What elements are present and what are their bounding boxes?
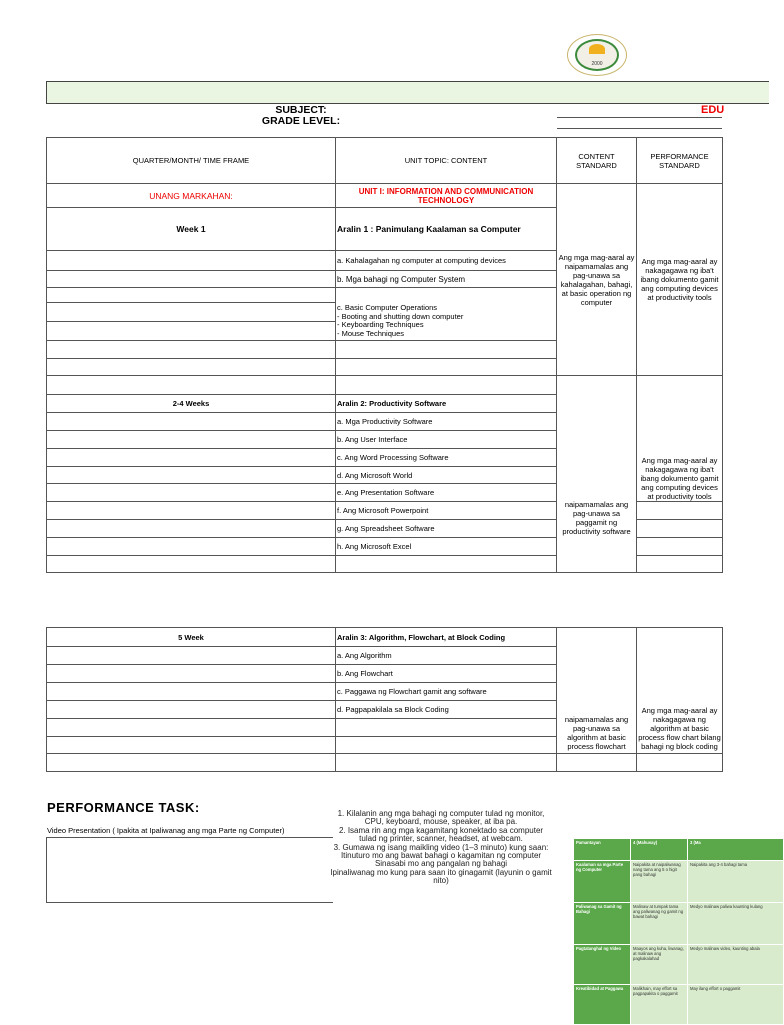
grade-value-line	[557, 128, 722, 129]
topic-item: h. Ang Microsoft Excel	[336, 538, 557, 556]
header-time-frame: QUARTER/MONTH/ TIME FRAME	[47, 138, 336, 184]
task-instructions	[330, 810, 552, 886]
rubric-header: Pamantayan	[574, 839, 631, 861]
topic-item-basic-operations	[336, 288, 557, 341]
instruction-line: Ipinaliwanag mo kung para saan ito ginagamit (layunin o gamit nito)	[330, 867, 552, 886]
rubric-header-row	[574, 839, 784, 861]
seal-emblem	[575, 39, 619, 71]
header-unit-topic: UNIT TOPIC: CONTENT	[336, 138, 557, 184]
topic-item: a. Kahalagahan ng computer at computing devices	[336, 251, 557, 271]
curriculum-table-q1	[46, 137, 723, 573]
seal-year: 2000	[591, 61, 603, 67]
rubric-row	[574, 903, 784, 945]
rubric-criterion: Kaalaman sa mga Parte ng Computer	[574, 861, 631, 903]
aralin-2-title: Aralin 2: Productivity Software	[336, 395, 557, 413]
rubric-cell: Medyo malinaw video, kaunting abala	[688, 945, 784, 985]
rubric-table	[573, 838, 763, 1024]
topic-item: c. Paggawa ng Flowchart gamit ang software	[336, 683, 557, 701]
rubric-cell: Maayos ang kuha, liwanag, at malinaw ang pagkakalahad	[631, 945, 688, 985]
video-task-box	[46, 837, 333, 903]
table-header-row	[47, 138, 723, 184]
rubric-row	[574, 945, 784, 985]
week-5-label: 5 Week	[47, 628, 336, 647]
topic-item: a. Ang Algorithm	[336, 647, 557, 665]
weeks-2-4-label: 2-4 Weeks	[47, 395, 336, 413]
performance-standard-1: Ang mga mag-aaral ay nakagagawa ng iba't ibang dokumento gamit ang computing devices at productivity tools	[637, 184, 723, 376]
rubric-cell: Naipakita ang 3-4 bahagi tama	[688, 861, 784, 903]
topic-item: f. Ang Microsoft Powerpoint	[336, 502, 557, 520]
performance-standard-2: Ang mga mag-aaral ay nakagagawa ng iba't ibang dokumento gamit ang computing devices at productivity tools	[637, 376, 723, 502]
topic-item: a. Mga Productivity Software	[336, 413, 557, 431]
topic-item: d. Pagpapakilala sa Block Coding	[336, 701, 557, 719]
instruction-line: 2. Isama rin ang mga kagamitang konektado sa computer tulad ng printer, scanner, headset, at webcam.	[338, 825, 544, 844]
aralin-3-title: Aralin 3: Algorithm, Flowchart, at Block Coding	[336, 628, 557, 647]
rubric-cell: Malinaw at tumpak tama ang paliwanag ng gamit ng bawat bahagi	[631, 903, 688, 945]
rubric-cell: Naipakita at naipaliwanag nang tama ang 5 o higit pang bahagi	[631, 861, 688, 903]
rubric-criterion: Paliwanag sa Gamit ng Bahagi	[574, 903, 631, 945]
quarter-label: UNANG MARKAHAN:	[47, 184, 336, 208]
performance-task-title: PERFORMANCE TASK:	[47, 800, 200, 815]
topic-item: e. Ang Presentation Software	[336, 484, 557, 502]
table-row	[47, 628, 723, 647]
content-standard-1: Ang mga mag-aaral ay naipamamalas ang pag-unawa sa kahalagahan, bahagi, at basic operation ng computer	[557, 184, 637, 376]
rubric-cell: Medyo malinaw paliwa kaunting kulang	[688, 903, 784, 945]
aralin-1-title: Aralin 1 : Panimulang Kaalaman sa Computer	[336, 208, 557, 251]
week-1-label: Week 1	[47, 208, 336, 251]
topic-subitem: - Mouse Techniques	[337, 328, 404, 338]
rubric-cell: May ilang effort o paggamit	[688, 985, 784, 1025]
topic-item: d. Ang Microsoft World	[336, 467, 557, 484]
topic-item: b. Ang User Interface	[336, 431, 557, 449]
topic-item: c. Ang Word Processing Software	[336, 449, 557, 467]
instruction-line: 1. Kilalanin ang mga bahagi ng computer tulad ng monitor, CPU, keyboard, mouse, speaker, at iba pa.	[337, 809, 545, 827]
instruction-line: Sinasabi mo ang pangalan ng bahagi	[374, 859, 508, 869]
video-presentation-label: Video Presentation ( Ipakita at Ipaliwanag ang mga Parte ng Computer)	[47, 826, 285, 835]
school-seal	[567, 34, 627, 76]
grade-level-label: GRADE LEVEL:	[261, 115, 341, 127]
curriculum-table-week5	[46, 627, 723, 772]
header-performance-standard: PERFORMANCE STANDARD	[637, 138, 723, 184]
rubric-header: 3 (Ma	[688, 839, 784, 861]
unit-title: UNIT I: INFORMATION AND COMMUNICATION TECHNOLOGY	[336, 184, 557, 208]
table-row	[47, 184, 723, 208]
rubric-row	[574, 861, 784, 903]
content-standard-2: naipamamalas ang pag-unawa sa paggamit ng productivity software	[557, 376, 637, 573]
performance-standard-3: Ang mga mag-aaral ay nakagagawa ng algorithm at basic process flow chart bilang bahagi ng block coding	[637, 628, 723, 754]
topic-item: b. Ang Flowchart	[336, 665, 557, 683]
topic-item: g. Ang Spreadsheet Software	[336, 520, 557, 538]
topic-subitem: - Booting and shutting down computer	[337, 311, 464, 321]
rubric-cell: Malikhain, may effort sa pagpapakita o paggamit	[631, 985, 688, 1025]
topic-item: c. Basic Computer Operations	[337, 303, 438, 312]
subject-value-line	[557, 117, 722, 118]
document-title: EDU	[701, 104, 725, 116]
title-bar	[46, 81, 769, 104]
instruction-line: Itinuturo mo ang bawat bahagi o kagamitan ng computer	[340, 851, 542, 861]
rubric-row	[574, 985, 784, 1025]
rubric-header: 4 (Mahusay)	[631, 839, 688, 861]
instruction-line: 3. Gumawa ng isang maikling video (1–3 minuto) kung saan:	[333, 842, 549, 852]
rubric-criterion: Pagtatanghal ng Video	[574, 945, 631, 985]
subject-grade-labels	[246, 105, 356, 127]
topic-item: b. Mga bahagi ng Computer System	[336, 271, 557, 288]
table-row	[47, 376, 723, 395]
header-content-standard: CONTENT STANDARD	[557, 138, 637, 184]
content-standard-3: naipamamalas ang pag-unawa sa algorithm at basic process flowchart	[557, 628, 637, 754]
table-row	[47, 754, 723, 772]
sun-icon	[589, 44, 605, 54]
rubric-criterion: Kreatibidad at Paggawa	[574, 985, 631, 1025]
subject-label: SUBJECT:	[275, 104, 327, 116]
topic-subitem: - Keyboarding Techniques	[337, 320, 424, 329]
